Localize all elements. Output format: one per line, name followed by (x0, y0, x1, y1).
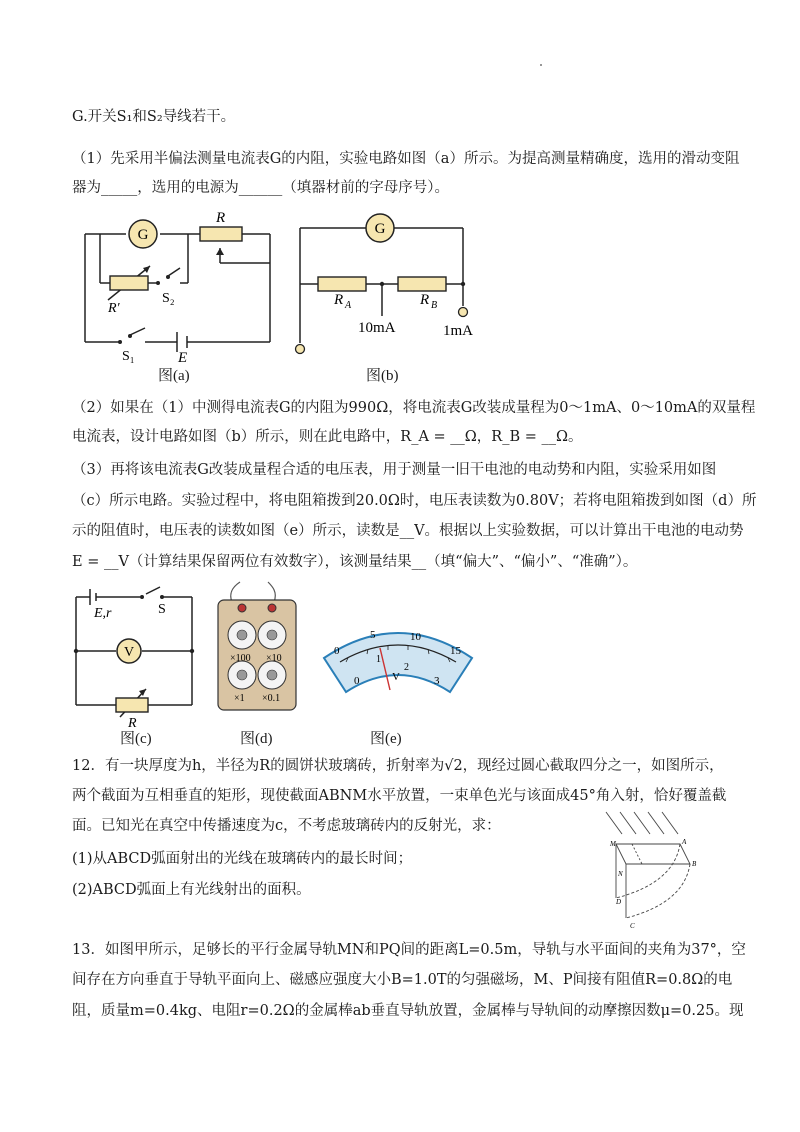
figure-d-x0.1-label: ×0.1 (262, 693, 281, 704)
figure-e-scale-bottom-1: 1 (376, 654, 381, 665)
figure-b-RA-subscript: A (345, 300, 352, 311)
figure-12-D-label: D (616, 898, 622, 906)
figure-12-glass-brick (592, 808, 712, 930)
figure-a-G-label: G (137, 227, 149, 243)
question-3-line-1: （3）再将该电流表G改装成量程合适的电压表，用于测量一旧干电池的电动势和内阻，实验采用如图 (72, 462, 717, 478)
figure-c-S-label: S (158, 602, 166, 617)
figure-b-G-label: G (374, 221, 386, 237)
question-12-line-2: 两个截面为互相垂直的矩形，现使截面ABNM水平放置，一束单色光与该面成45°角入射，恰好覆盖截 (72, 788, 727, 804)
figure-e-unit-label: V (392, 671, 400, 683)
question-3-line-4: E = __V（计算结果保留两位有效数字），该测量结果__（填“偏大”、“偏小”、“准确”）。 (72, 554, 638, 570)
figure-e-scale-top-15: 15 (450, 645, 461, 657)
figure-b-RA-label: R (334, 292, 344, 308)
figure-12-A-label: A (682, 838, 687, 846)
figure-e-caption: 图(e) (370, 731, 402, 747)
figure-b-10mA-label: 10mA (358, 320, 396, 336)
figure-d-x100-label: ×100 (230, 653, 251, 664)
figure-a-caption: 图(a) (158, 368, 190, 384)
figure-12-M-label: M (610, 840, 616, 848)
figure-b-caption: 图(b) (366, 368, 399, 384)
question-12-line-1: 12．有一块厚度为h，半径为R的圆饼状玻璃砖，折射率为√2，现经过圆心截取四分之一，如图所示， (72, 758, 724, 774)
figure-e-scale-top-5: 5 (370, 629, 376, 641)
figure-e-scale-bottom-2: 2 (404, 662, 409, 673)
figure-d-caption: 图(d) (240, 731, 273, 747)
figure-e-scale-top-10: 10 (410, 631, 421, 643)
question-12-line-3: 面。已知光在真空中传播速度为c，不考虑玻璃砖内的反射光，求： (72, 818, 501, 834)
figure-b-1mA-label: 1mA (443, 323, 473, 339)
question-3-line-3: 示的阻值时，电压表的读数如图（e）所示，读数是__V。根据以上实验数据，可以计算出干电池的电动势 (72, 523, 744, 539)
question-2-line-1: （2）如果在（1）中测得电流表G的内阻为990Ω，将电流表G改装成量程为0～1mA、0～10mA的双量程 (72, 400, 756, 416)
figure-b-RB-label: R (420, 292, 430, 308)
question-13-line-1: 13．如图甲所示，足够长的平行金属导轨MN和PQ间的距离L=0.5m，导轨与水平面间的夹角为37°，空 (72, 942, 746, 958)
figure-e-scale-top-0: 0 (334, 645, 340, 657)
question-13-line-2: 间存在方向垂直于导轨平面向上、磁感应强度大小B=1.0T的匀强磁场，M、P间接有阻值R=0.8Ω的电 (72, 972, 733, 988)
figure-e-scale-bottom-0: 0 (354, 675, 360, 687)
question-2-line-2: 电流表，设计电路如图（b）所示，则在此电路中，R_A = __Ω，R_B = __Ω。 (72, 429, 583, 445)
figure-c-caption: 图(c) (120, 731, 152, 747)
figure-c-R-label: R (128, 716, 137, 730)
question-12-part-1: (1)从ABCD弧面射出的光线在玻璃砖内的最长时间； (72, 851, 413, 867)
question-1-line-1: （1）先采用半偏法测量电流表G的内阻，实验电路如图（a）所示。为提高测量精确度，选用的滑动变阻 (72, 151, 740, 167)
figure-e-voltmeter (318, 618, 478, 698)
question-13-line-3: 阻，质量m=0.4kg、电阻r=0.2Ω的金属棒ab垂直导轨放置，金属棒与导轨间的动摩擦因数μ=0.25。现 (72, 1003, 744, 1019)
figure-d-x1-label: ×1 (234, 693, 245, 704)
figure-a-E-label: E (178, 350, 188, 366)
figure-d-x10-label: ×10 (266, 653, 282, 664)
figure-a-S1-label: S₁ (122, 349, 135, 364)
figure-12-B-label: B (692, 860, 697, 868)
figure-a-Rprime-label: R′ (108, 301, 120, 316)
figure-12-N-label: N (618, 870, 623, 878)
option-g-line: G.开关S₁和S₂导线若干。 (72, 109, 236, 125)
figure-a-circuit (70, 208, 280, 388)
figure-c-Er-label: E,r (94, 606, 112, 621)
figure-c-V-label: V (123, 645, 135, 660)
figure-a-S2-label: S₂ (162, 291, 175, 306)
figure-c-circuit (68, 585, 208, 730)
figure-a-R-label: R (216, 210, 226, 226)
question-3-line-2: （c）所示电路。实验过程中，将电阻箱拨到20.0Ω时，电压表读数为0.80V；若将电阻箱拨到如图（d）所 (72, 493, 757, 509)
scan-dot (540, 64, 542, 66)
figure-b-circuit (290, 208, 490, 358)
question-12-part-2: (2)ABCD弧面上有光线射出的面积。 (72, 882, 311, 898)
figure-e-scale-bottom-3: 3 (434, 675, 440, 687)
figure-b-RB-subscript: B (431, 300, 438, 311)
figure-d-resistance-box (212, 580, 302, 712)
question-1-line-2: 器为_____，选用的电源为______（填器材前的字母序号）。 (72, 180, 449, 196)
figure-12-C-label: C (630, 922, 635, 930)
